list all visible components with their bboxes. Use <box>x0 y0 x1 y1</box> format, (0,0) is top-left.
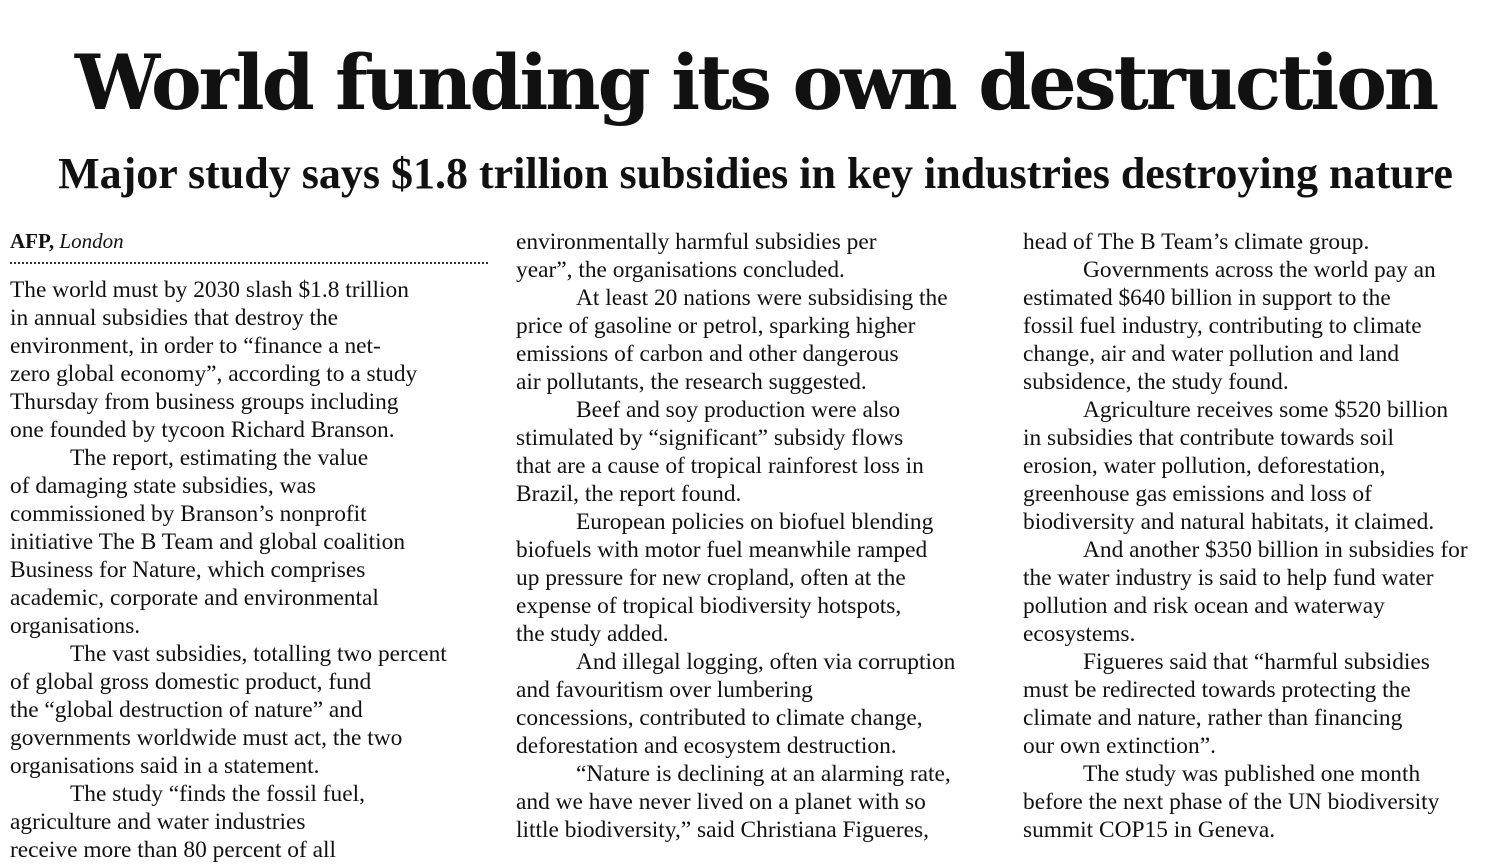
text-line: of damaging state subsidies, was <box>10 473 316 499</box>
subheadline: Major study says $1.8 trillion subsidies in key industries destroying nature <box>58 149 1453 198</box>
text-line: The study “finds the fossil fuel, <box>70 781 365 807</box>
text-line: And illegal logging, often via corruption <box>576 649 956 675</box>
text-line: ecosystems. <box>1023 621 1136 647</box>
text-line: the “global destruction of nature” and <box>10 697 363 723</box>
headline: World funding its own destruction <box>74 38 1437 127</box>
text-line: The vast subsidies, totalling two percent <box>70 641 447 667</box>
text-line: commissioned by Branson’s nonprofit <box>10 501 367 527</box>
text-line: Beef and soy production were also <box>576 397 901 423</box>
text-line: At least 20 nations were subsidising the <box>576 285 948 311</box>
text-line: subsidence, the study found. <box>1023 369 1289 395</box>
text-line: and favouritism over lumbering <box>516 677 813 703</box>
text-line: air pollutants, the research suggested. <box>516 369 867 395</box>
dateline <box>10 228 490 254</box>
dotted-divider <box>10 262 488 264</box>
text-line: of global gross domestic product, fund <box>10 669 372 695</box>
text-line: must be redirected towards protecting the <box>1023 677 1411 703</box>
text-line: Agriculture receives some $520 billion <box>1083 397 1449 423</box>
text-line: governments worldwide must act, the two <box>10 725 403 751</box>
text-line: in subsidies that contribute towards soil <box>1023 425 1394 451</box>
text-line: environment, in order to “finance a net- <box>10 333 381 359</box>
text-line: before the next phase of the UN biodiversity <box>1023 789 1440 815</box>
text-line: The study was published one month <box>1083 761 1421 787</box>
text-line: The report, estimating the value <box>70 445 369 471</box>
text-line: organisations said in a statement. <box>10 753 320 779</box>
text-line: Governments across the world pay an <box>1083 257 1436 283</box>
text-line: environmentally harmful subsidies per <box>516 229 877 255</box>
text-line: The world must by 2030 slash $1.8 trillion <box>10 277 409 303</box>
text-line: head of The B Team’s climate group. <box>1023 229 1370 255</box>
dateline-location: London <box>59 229 124 253</box>
text-line: stimulated by “significant” subsidy flows <box>516 425 904 451</box>
text-line: our own extinction”. <box>1023 733 1216 759</box>
text-line: that are a cause of tropical rainforest loss in <box>516 453 924 479</box>
text-line: and we have never lived on a planet with so <box>516 789 926 815</box>
text-line: European policies on biofuel blending <box>576 509 934 535</box>
text-line: biodiversity and natural habitats, it claimed. <box>1023 509 1435 535</box>
text-line: the study added. <box>516 621 669 647</box>
text-line: year”, the organisations concluded. <box>516 257 845 283</box>
text-line: climate and nature, rather than financing <box>1023 705 1403 731</box>
text-line: fossil fuel industry, contributing to climate <box>1023 313 1422 339</box>
article-column-2 <box>516 228 996 844</box>
dateline-agency: AFP, <box>10 229 55 253</box>
text-line: concessions, contributed to climate change, <box>516 705 923 731</box>
text-line: “Nature is declining at an alarming rate, <box>576 761 951 787</box>
text-line: Thursday from business groups including <box>10 389 399 415</box>
text-line: Business for Nature, which comprises <box>10 557 366 583</box>
text-line: biofuels with motor fuel meanwhile ramped <box>516 537 928 563</box>
text-line: summit COP15 in Geneva. <box>1023 817 1276 843</box>
text-line: initiative The B Team and global coalition <box>10 529 406 555</box>
text-line: organisations. <box>10 613 141 639</box>
text-line: expense of tropical biodiversity hotspots, <box>516 593 902 619</box>
text-line: agriculture and water industries <box>10 809 306 835</box>
text-line: pollution and risk ocean and waterway <box>1023 593 1385 619</box>
article-column-1 <box>10 228 490 864</box>
text-line: And another $350 billion in subsidies for <box>1083 537 1468 563</box>
text-line: greenhouse gas emissions and loss of <box>1023 481 1372 507</box>
text-line: receive more than 80 percent of all <box>10 837 337 863</box>
text-line: Brazil, the report found. <box>516 481 742 507</box>
text-line: the water industry is said to help fund water <box>1023 565 1434 591</box>
text-line: Figueres said that “harmful subsidies <box>1083 649 1430 675</box>
text-line: price of gasoline or petrol, sparking higher <box>516 313 916 339</box>
text-line: in annual subsidies that destroy the <box>10 305 339 331</box>
article-column-3 <box>1023 228 1503 844</box>
text-line: change, air and water pollution and land <box>1023 341 1400 367</box>
text-line: estimated $640 billion in support to the <box>1023 285 1391 311</box>
text-line: up pressure for new cropland, often at the <box>516 565 906 591</box>
text-line: erosion, water pollution, deforestation, <box>1023 453 1386 479</box>
text-line: little biodiversity,” said Christiana Figueres, <box>516 817 929 843</box>
text-line: zero global economy”, according to a study <box>10 361 418 387</box>
text-line: deforestation and ecosystem destruction. <box>516 733 897 759</box>
text-line: emissions of carbon and other dangerous <box>516 341 899 367</box>
text-line: academic, corporate and environmental <box>10 585 379 611</box>
text-line: one founded by tycoon Richard Branson. <box>10 417 395 443</box>
